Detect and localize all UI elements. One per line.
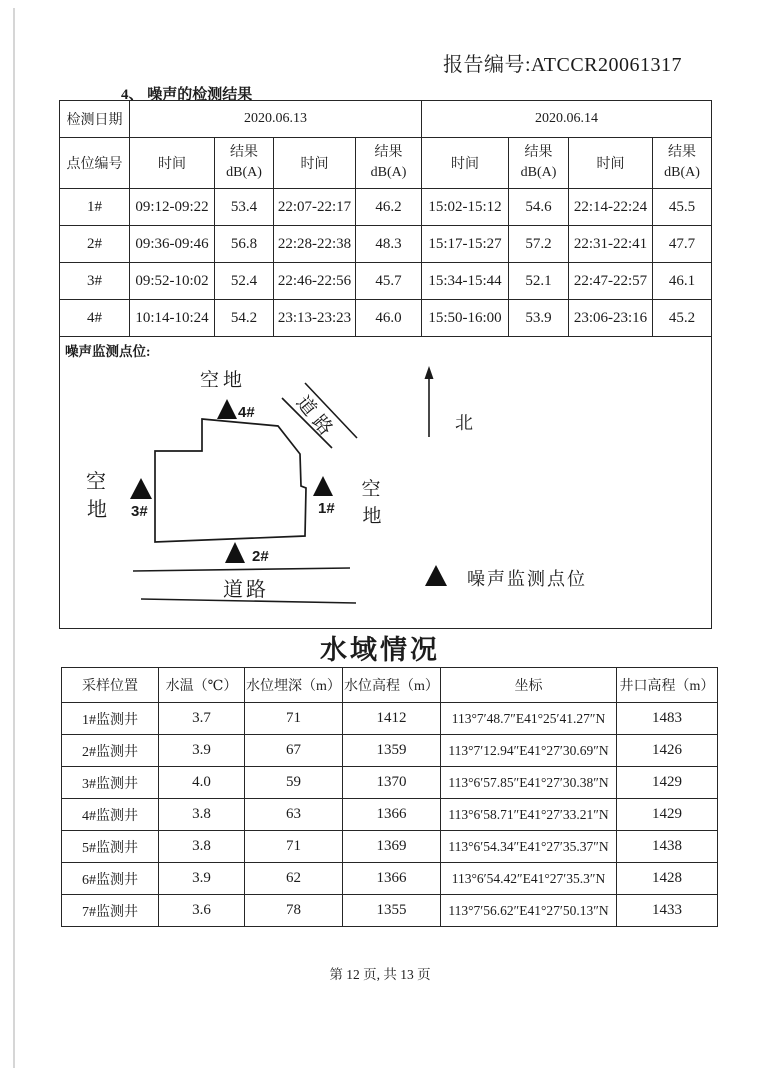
cell: 113°6′58.71″E41°27′33.21″N [441,799,617,831]
header-result [215,138,274,189]
header-date-label: 检测日期 [60,101,130,138]
open-area-left-label: 地 [87,499,107,521]
cell: 1483 [617,703,718,735]
cell: 46.2 [356,189,422,226]
col-header: 采样位置 [62,668,159,703]
cell: 1426 [617,735,718,767]
header-result [356,138,422,189]
water-row-6 [62,863,718,895]
result-line1: 结果 [524,145,553,161]
cell: 53.4 [215,189,274,226]
cell: 53.9 [509,300,569,337]
cell: 09:52-10:02 [130,263,215,300]
header-time: 时间 [274,138,356,189]
noise-row-4 [60,300,712,337]
water-row-5 [62,831,718,863]
cell: 56.8 [215,226,274,263]
report-number: 报告编号:ATCCR20061317 [443,54,683,76]
water-row-1 [62,703,718,735]
cell: 22:14-22:24 [569,189,653,226]
water-header-row [62,668,718,703]
cell: 48.3 [356,226,422,263]
header-time: 时间 [569,138,653,189]
cell: 45.5 [653,189,712,226]
cell: 1369 [343,831,441,863]
cell: 1428 [617,863,718,895]
open-area-right-label: 空 [361,479,381,500]
cell: 113°7′12.94″E41°27′30.69″N [441,735,617,767]
cell: 1412 [343,703,441,735]
point-id: 3# [60,263,130,300]
open-area-top-label: 空地 [199,370,247,391]
cell: 113°6′57.85″E41°27′30.38″N [441,767,617,799]
water-row-2 [62,735,718,767]
water-section-title: 水域情况 [320,635,440,665]
cell: 22:31-22:41 [569,226,653,263]
col-header: 水温（℃） [159,668,245,703]
cell: 3.6 [159,895,245,927]
site-map-svg [60,337,709,623]
cell: 54.6 [509,189,569,226]
noise-row-1 [60,189,712,226]
noise-row-3 [60,263,712,300]
cell: 1#监测井 [62,703,159,735]
open-area-right-label: 地 [362,506,382,527]
water-wells-table [61,667,718,927]
noise-row-2 [60,226,712,263]
water-row-3 [62,767,718,799]
col-header: 井口高程（m） [617,668,718,703]
cell: 22:47-22:57 [569,263,653,300]
building-outline [155,419,306,542]
north-label: 北 [455,413,473,433]
monitor-point-3-icon [130,478,152,499]
cell: 3.8 [159,799,245,831]
cell: 1433 [617,895,718,927]
cell: 46.0 [356,300,422,337]
cell: 3.7 [159,703,245,735]
result-line2: dB(A) [226,165,262,180]
monitor-point-1-icon [313,476,333,496]
cell: 113°7′48.7″E41°25′41.27″N [441,703,617,735]
cell: 23:13-23:23 [274,300,356,337]
scan-edge-artifact [13,8,15,1068]
cell: 23:06-23:16 [569,300,653,337]
result-line2: dB(A) [520,165,557,180]
cell: 59 [245,767,343,799]
cell: 47.7 [653,226,712,263]
col-header: 水位高程（m） [343,668,441,703]
water-row-4 [62,799,718,831]
cell: 15:50-16:00 [422,300,509,337]
cell: 54.2 [215,300,274,337]
cell: 52.1 [509,263,569,300]
cell: 57.2 [509,226,569,263]
cell: 4#监测井 [62,799,159,831]
header-date-2: 2020.06.14 [422,101,712,138]
cell: 71 [245,703,343,735]
cell: 22:07-22:17 [274,189,356,226]
cell: 113°7′56.62″E41°27′50.13″N [441,895,617,927]
cell: 15:17-15:27 [422,226,509,263]
cell: 3.8 [159,831,245,863]
monitor-point-3-label: 3# [131,503,148,520]
result-line1: 结果 [374,145,403,161]
cell: 52.4 [215,263,274,300]
cell: 22:46-22:56 [274,263,356,300]
cell: 6#监测井 [62,863,159,895]
cell: 45.2 [653,300,712,337]
header-date-1: 2020.06.13 [130,101,422,138]
cell: 46.1 [653,263,712,300]
north-arrow-head [425,366,434,379]
road-line [133,568,350,571]
diagram-caption: 噪声监测点位: [65,344,151,359]
page-number: 第 12 页, 共 13 页 [329,967,431,982]
cell: 15:34-15:44 [422,263,509,300]
cell: 7#监测井 [62,895,159,927]
cell: 67 [245,735,343,767]
noise-site-diagram [60,337,712,629]
open-area-left-label: 空 [86,471,106,493]
col-header: 水位埋深（m） [245,668,343,703]
noise-results-table [59,100,712,629]
road-diagonal-label: 道路 [291,392,340,445]
cell: 45.7 [356,263,422,300]
cell: 22:28-22:38 [274,226,356,263]
cell: 1370 [343,767,441,799]
point-id: 2# [60,226,130,263]
cell: 1355 [343,895,441,927]
cell: 62 [245,863,343,895]
cell: 15:02-15:12 [422,189,509,226]
cell: 71 [245,831,343,863]
cell: 1429 [617,799,718,831]
legend-triangle-icon [425,565,447,586]
cell: 1366 [343,799,441,831]
header-time: 时间 [130,138,215,189]
cell: 78 [245,895,343,927]
cell: 3.9 [159,863,245,895]
monitor-point-2-label: 2# [252,548,269,565]
cell: 1429 [617,767,718,799]
cell: 2#监测井 [62,735,159,767]
header-time: 时间 [422,138,509,189]
monitor-point-1-label: 1# [318,500,335,517]
cell: 63 [245,799,343,831]
cell: 1366 [343,863,441,895]
header-result [509,138,569,189]
cell: 5#监测井 [62,831,159,863]
water-row-7 [62,895,718,927]
cell: 09:36-09:46 [130,226,215,263]
section-title: 4、 噪声的检测结果 [121,87,253,103]
legend-label: 噪声监测点位 [467,569,587,589]
point-id: 1# [60,189,130,226]
header-point-label: 点位编号 [60,138,130,189]
monitor-point-4-label: 4# [238,404,255,421]
point-id: 4# [60,300,130,337]
cell: 1438 [617,831,718,863]
cell: 4.0 [159,767,245,799]
cell: 10:14-10:24 [130,300,215,337]
road-bottom-label: 道路 [223,579,269,601]
result-line1: 结果 [230,145,258,161]
result-line2: dB(A) [370,165,407,180]
cell: 09:12-09:22 [130,189,215,226]
cell: 113°6′54.42″E41°27′35.3″N [441,863,617,895]
col-header: 坐标 [441,668,617,703]
cell: 3#监测井 [62,767,159,799]
cell: 113°6′54.34″E41°27′35.37″N [441,831,617,863]
cell: 3.9 [159,735,245,767]
monitor-point-4-icon [217,399,237,419]
cell: 1359 [343,735,441,767]
result-line1: 结果 [668,145,696,161]
header-result [653,138,712,189]
monitor-point-2-icon [225,542,245,563]
result-line2: dB(A) [664,165,700,180]
